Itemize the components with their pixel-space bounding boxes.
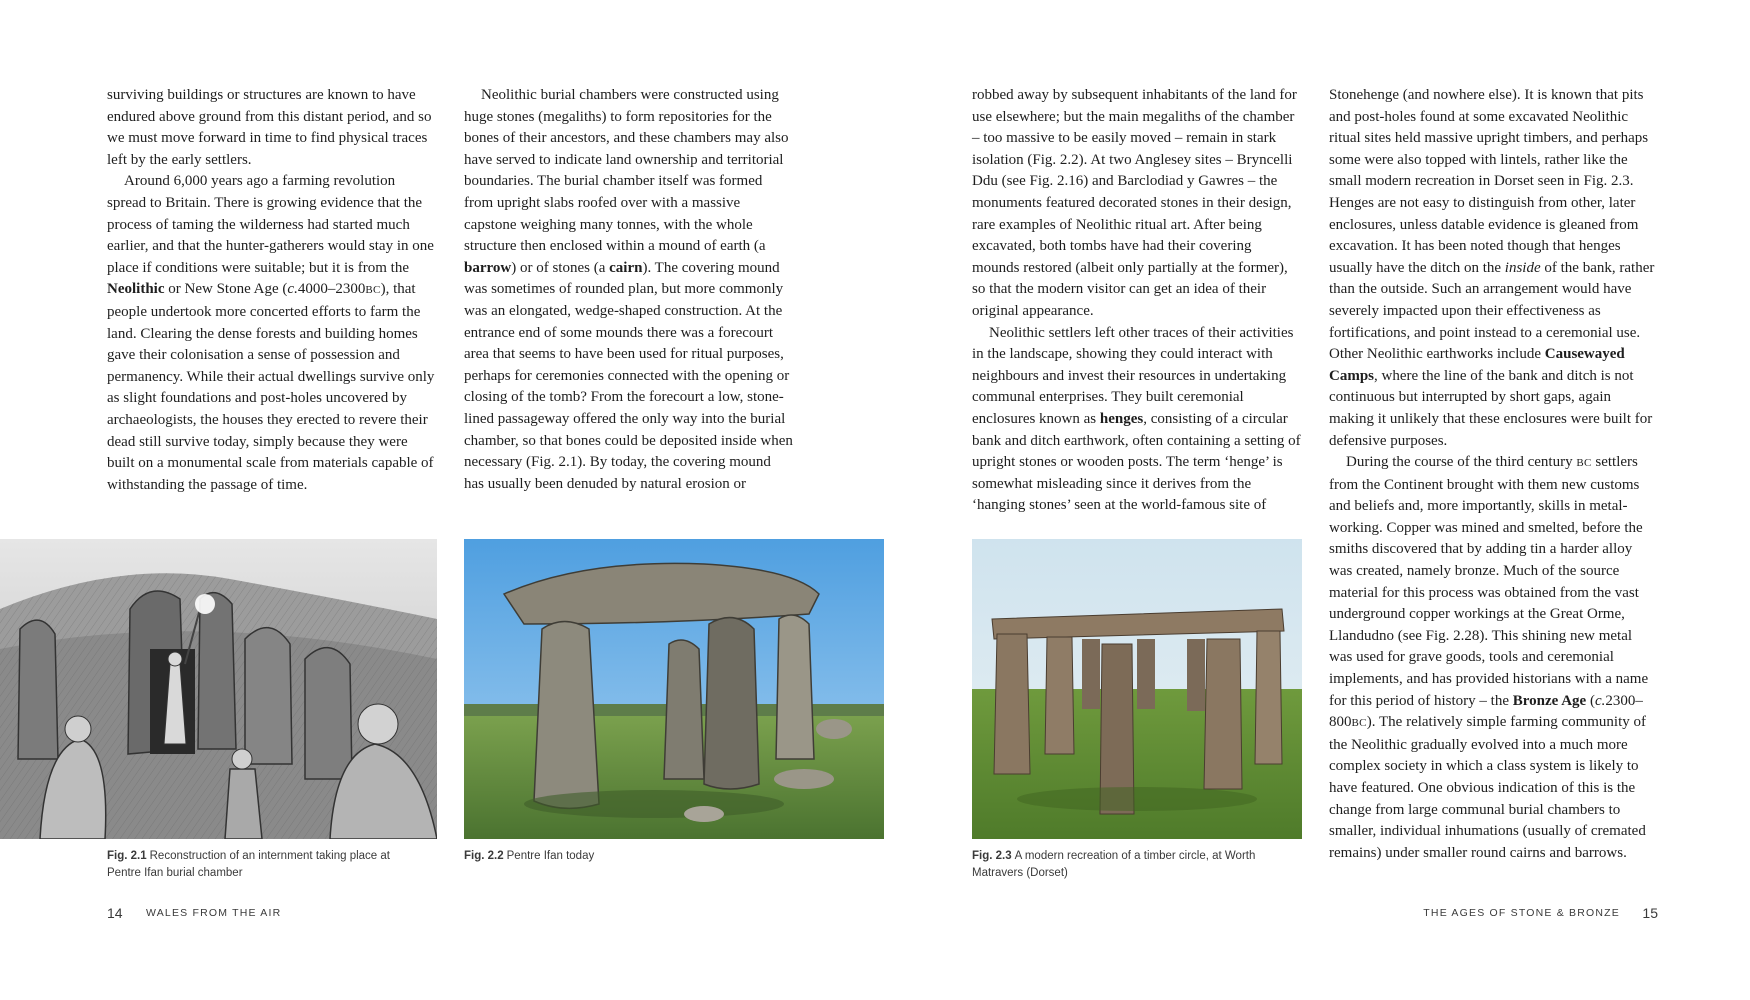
paragraph: Neolithic settlers left other traces of their activities in the landscape, showing they could interact with neighbours and invest their resources in undertaking communal enterprises. They built ceremonial enclosures known as henges, consisting of a circular bank and ditch earthwork, often containing a setting of upright stones or wooden posts. The term ‘henge’ is somewhat misleading since it derives from the ‘hanging stones’ seen at the world-famous site of: [972, 324, 1301, 514]
paragraph: Neolithic burial chambers were constructed using huge stones (megaliths) to form repositories for the bones of their ancestors, and these chambers may also have served to indicate land ownership and territorial boundaries. The burial chamber itself was formed from upright slabs roofed over with a massive capstone weighing many tonnes, with the whole structure then enclosed within a mound of earth (a barrow) or of stones (a cairn). The covering mound was sometimes of rounded plan, but more commonly was an elongated, wedge-shaped construction. At the entrance end of some mounds there was a forecourt area that seems to have been used for ritual purposes, perhaps for ceremonies connected with the opening or closing of the tomb? From the forecourt a low, stone-lined passageway offered the only way into the burial chamber, so that bones could be deposited inside when necessary (Fig. 2.1). By today, the covering mound has usually been denuded by natural erosion or: [464, 87, 793, 492]
figure-2-1-illustration: [0, 539, 437, 839]
text-column-2: [464, 85, 794, 495]
running-head: THE AGES OF STONE & BRONZE: [1423, 907, 1620, 919]
figure-caption: Fig. 2.2 Pentre Ifan today: [464, 850, 595, 862]
figure-caption: Fig. 2.1 Reconstruction of an internment taking place at Pentre Ifan burial chamber: [107, 850, 390, 879]
figure-2-2-photo: [464, 539, 884, 839]
paragraph: During the course of the third century BC settlers from the Continent brought with them new customs and beliefs and, more importantly, skills in metal-working. Copper was mined and smelted, before the smiths discovered that by adding tin a harder alloy was created, namely bronze. Much of the source material for this process was obtained from the vast underground copper workings at the Great Orme, Llandudno (see Fig. 2.28). This shining new metal was used for grave goods, tools and ceremonial implements, and has provided historians with a name for this period of history – the Bronze Age (c.2300–800BC). The relatively simple farming community of the Neolithic gradually evolved into a much more complex society in which a class system is likely to have featured. One obvious indication of this is the change from large communal burial chambers to smaller, individual inhumations (usually of cremated remains) under smaller round cairns and barrows.: [1329, 454, 1649, 861]
paragraph: Around 6,000 years ago a farming revolution spread to Britain. There is growing evidence that the process of taming the wilderness had started much earlier, and that the hunter-gatherers would stay in one place if conditions were suitable; but it is from the Neolithic or New Stone Age (c.4000–2300BC), that people undertook more concerted efforts to farm the land. Clearing the dense forests and building homes gave their colonisation a sense of possession and permanency. While their actual dwellings survive only as slight foundations and post-holes uncovered by archaeologists, the houses they erected to revere their dead still survive today, simply because they were built on a monumental scale from materials capable of withstanding the passage of time.: [107, 173, 435, 493]
figure-2-3-photo: [972, 539, 1302, 839]
text-column-3: [972, 85, 1302, 517]
paragraph: robbed away by subsequent inhabitants of the land for use elsewhere; but the main megaliths of the chamber – too massive to be easily moved – remain in stark isolation (Fig. 2.2). At two Anglesey sites – Bryncelli Ddu (see Fig. 2.16) and Barclodiad y Gawres – the monuments featured decorated stones in their design, rare examples of Neolithic ritual art. After being excavated, both tombs have had their covering mounds restored (albeit only partially at the former), so that the modern visitor can get an idea of their original appearance.: [972, 87, 1297, 319]
paragraph: Stonehenge (and nowhere else). It is known that pits and post-holes found at some excavated Neolithic ritual sites held massive upright timbers, and perhaps some were also topped with lintels, rather like the small modern recreation in Dorset seen in Fig. 2.3. Henges are not easy to distinguish from other, later enclosures, unless datable evidence is gleaned from excavation. It has been noted though that henges usually have the ditch on the inside of the bank, rather than the outside. Such an arrangement would have severely impacted upon their effectiveness as fortifications, and point instead to a ceremonial use. Other Neolithic earthworks include Causewayed Camps, where the line of the bank and ditch is not continuous but interrupted by short gaps, again making it unlikely that these enclosures were built for defensive purposes.: [1329, 87, 1655, 449]
figure-caption: Fig. 2.3 A modern recreation of a timber circle, at Worth Matravers (Dorset): [972, 850, 1256, 879]
paragraph: surviving buildings or structures are known to have endured above ground from this distant period, and so we must move forward in time to find physical traces left by the early settlers.: [107, 87, 432, 168]
running-head: WALES FROM THE AIR: [146, 907, 282, 919]
page-number: 15: [1642, 905, 1658, 921]
page-number: 14: [107, 905, 123, 921]
text-column-4: [1329, 85, 1659, 864]
text-column-1: [107, 85, 437, 496]
